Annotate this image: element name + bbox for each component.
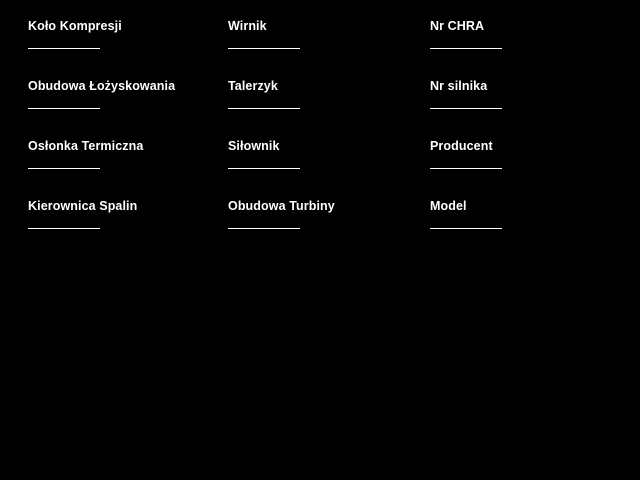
field-talerzyk[interactable]	[228, 78, 408, 109]
field-label: Koło Kompresji	[28, 19, 122, 33]
field-underline[interactable]	[430, 108, 502, 109]
field-label: Nr silnika	[430, 79, 488, 93]
field-wirnik[interactable]	[228, 18, 408, 49]
field-label: Wirnik	[228, 19, 267, 33]
field-kolo-kompresji[interactable]	[28, 18, 208, 49]
field-label: Kierownica Spalin	[28, 199, 138, 213]
field-label: Siłownik	[228, 139, 280, 153]
field-label: Model	[430, 199, 467, 213]
field-underline[interactable]	[430, 168, 502, 169]
field-underline[interactable]	[28, 228, 100, 229]
field-nr-silnika[interactable]	[430, 78, 610, 109]
field-underline[interactable]	[430, 228, 502, 229]
field-model[interactable]	[430, 198, 610, 229]
field-underline[interactable]	[28, 168, 100, 169]
field-underline[interactable]	[228, 168, 300, 169]
field-underline[interactable]	[28, 48, 100, 49]
field-oslonka-termiczna[interactable]	[28, 138, 208, 169]
field-nr-chra[interactable]	[430, 18, 610, 49]
field-label: Obudowa Turbiny	[228, 199, 335, 213]
field-label: Osłonka Termiczna	[28, 139, 144, 153]
field-label: Nr CHRA	[430, 19, 485, 33]
field-underline[interactable]	[228, 228, 300, 229]
field-producent[interactable]	[430, 138, 610, 169]
field-underline[interactable]	[228, 48, 300, 49]
field-underline[interactable]	[228, 108, 300, 109]
field-obudowa-turbiny[interactable]	[228, 198, 408, 229]
field-label: Talerzyk	[228, 79, 278, 93]
field-obudowa-lozyskowania[interactable]	[28, 78, 208, 109]
field-underline[interactable]	[28, 108, 100, 109]
field-kierownica-spalin[interactable]	[28, 198, 208, 229]
field-label: Obudowa Łożyskowania	[28, 79, 176, 93]
field-label: Producent	[430, 139, 493, 153]
field-underline[interactable]	[430, 48, 502, 49]
field-silownik[interactable]	[228, 138, 408, 169]
